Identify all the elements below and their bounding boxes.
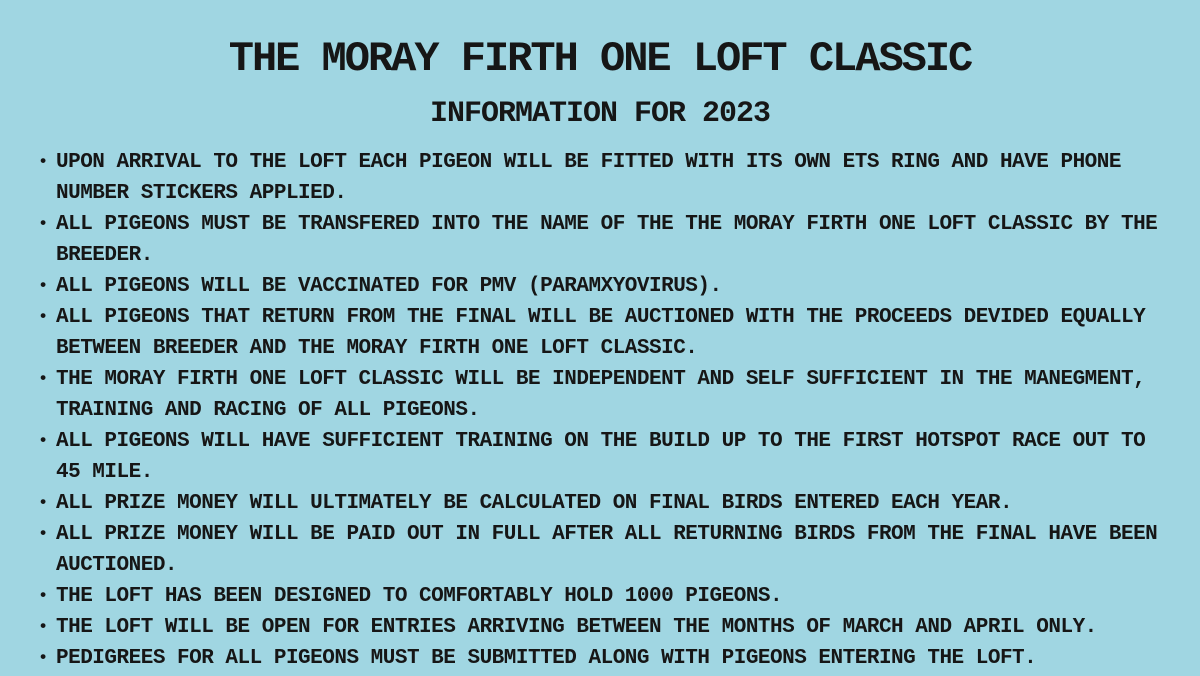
- list-item-text: THE LOFT HAS BEEN DESIGNED TO COMFORTABLY HOLD 1000 PIGEONS.: [56, 585, 783, 609]
- list-item: [38, 209, 1170, 271]
- bullet-icon: •: [38, 649, 48, 669]
- list-item: [38, 271, 1170, 302]
- list-item-text: ALL PRIZE MONEY WILL ULTIMATELY BE CALCULATED ON FINAL BIRDS ENTERED EACH YEAR.: [56, 492, 1013, 516]
- list-item-text: ALL PIGEONS MUST BE TRANSFERED INTO THE NAME OF THE THE MORAY FIRTH ONE LOFT CLASSIC BY THE BREEDER.: [56, 213, 1158, 268]
- list-item: [38, 147, 1170, 209]
- bullet-icon: •: [38, 215, 48, 235]
- list-item: [38, 364, 1170, 426]
- list-item-text: UPON ARRIVAL TO THE LOFT EACH PIGEON WILL BE FITTED WITH ITS OWN ETS RING AND HAVE PHONE NUMBER STICKERS APPLIED.: [56, 151, 1121, 206]
- list-item: [38, 426, 1170, 488]
- bullet-icon: •: [38, 525, 48, 545]
- bullet-icon: •: [38, 277, 48, 297]
- list-item-text: ALL PIGEONS WILL BE VACCINATED FOR PMV (PARAMXYOVIRUS).: [56, 275, 722, 299]
- list-item-text: THE MORAY FIRTH ONE LOFT CLASSIC WILL BE INDEPENDENT AND SELF SUFFICIENT IN THE MANEGMENT, TRAINING AND RACING OF ALL PIGEONS.: [56, 368, 1146, 423]
- bullet-icon: •: [38, 153, 48, 173]
- bullet-icon: •: [38, 587, 48, 607]
- list-item: [38, 612, 1170, 643]
- list-item: [38, 302, 1170, 364]
- list-item-text: ALL PIGEONS THAT RETURN FROM THE FINAL WILL BE AUCTIONED WITH THE PROCEEDS DEVIDED EQUALLY BETWEEN BREEDER AND THE MORAY FIRTH ONE LOFT CLASSIC.: [56, 306, 1146, 361]
- bullet-icon: •: [38, 618, 48, 638]
- list-item: [38, 581, 1170, 612]
- bullet-icon: •: [38, 494, 48, 514]
- list-item-text: ALL PIGEONS WILL HAVE SUFFICIENT TRAINING ON THE BUILD UP TO THE FIRST HOTSPOT RACE OUT TO 45 MILE.: [56, 430, 1146, 485]
- bullet-icon: •: [38, 432, 48, 452]
- page-title: THE MORAY FIRTH ONE LOFT CLASSIC: [228, 35, 972, 83]
- list-item: [38, 519, 1170, 581]
- bullet-icon: •: [38, 370, 48, 390]
- list-item: [38, 488, 1170, 519]
- page-subtitle: INFORMATION FOR 2023: [429, 97, 771, 132]
- list-item: [38, 643, 1170, 674]
- list-item-text: ALL PRIZE MONEY WILL BE PAID OUT IN FULL AFTER ALL RETURNING BIRDS FROM THE FINAL HAVE BEEN AUCTIONED.: [56, 523, 1158, 578]
- list-item-text: PEDIGREES FOR ALL PIGEONS MUST BE SUBMITTED ALONG WITH PIGEONS ENTERING THE LOFT.: [56, 647, 1037, 671]
- list-item-text: THE LOFT WILL BE OPEN FOR ENTRIES ARRIVING BETWEEN THE MONTHS OF MARCH AND APRIL ONLY.: [56, 616, 1097, 640]
- info-list: [38, 147, 1170, 674]
- bullet-icon: •: [38, 308, 48, 328]
